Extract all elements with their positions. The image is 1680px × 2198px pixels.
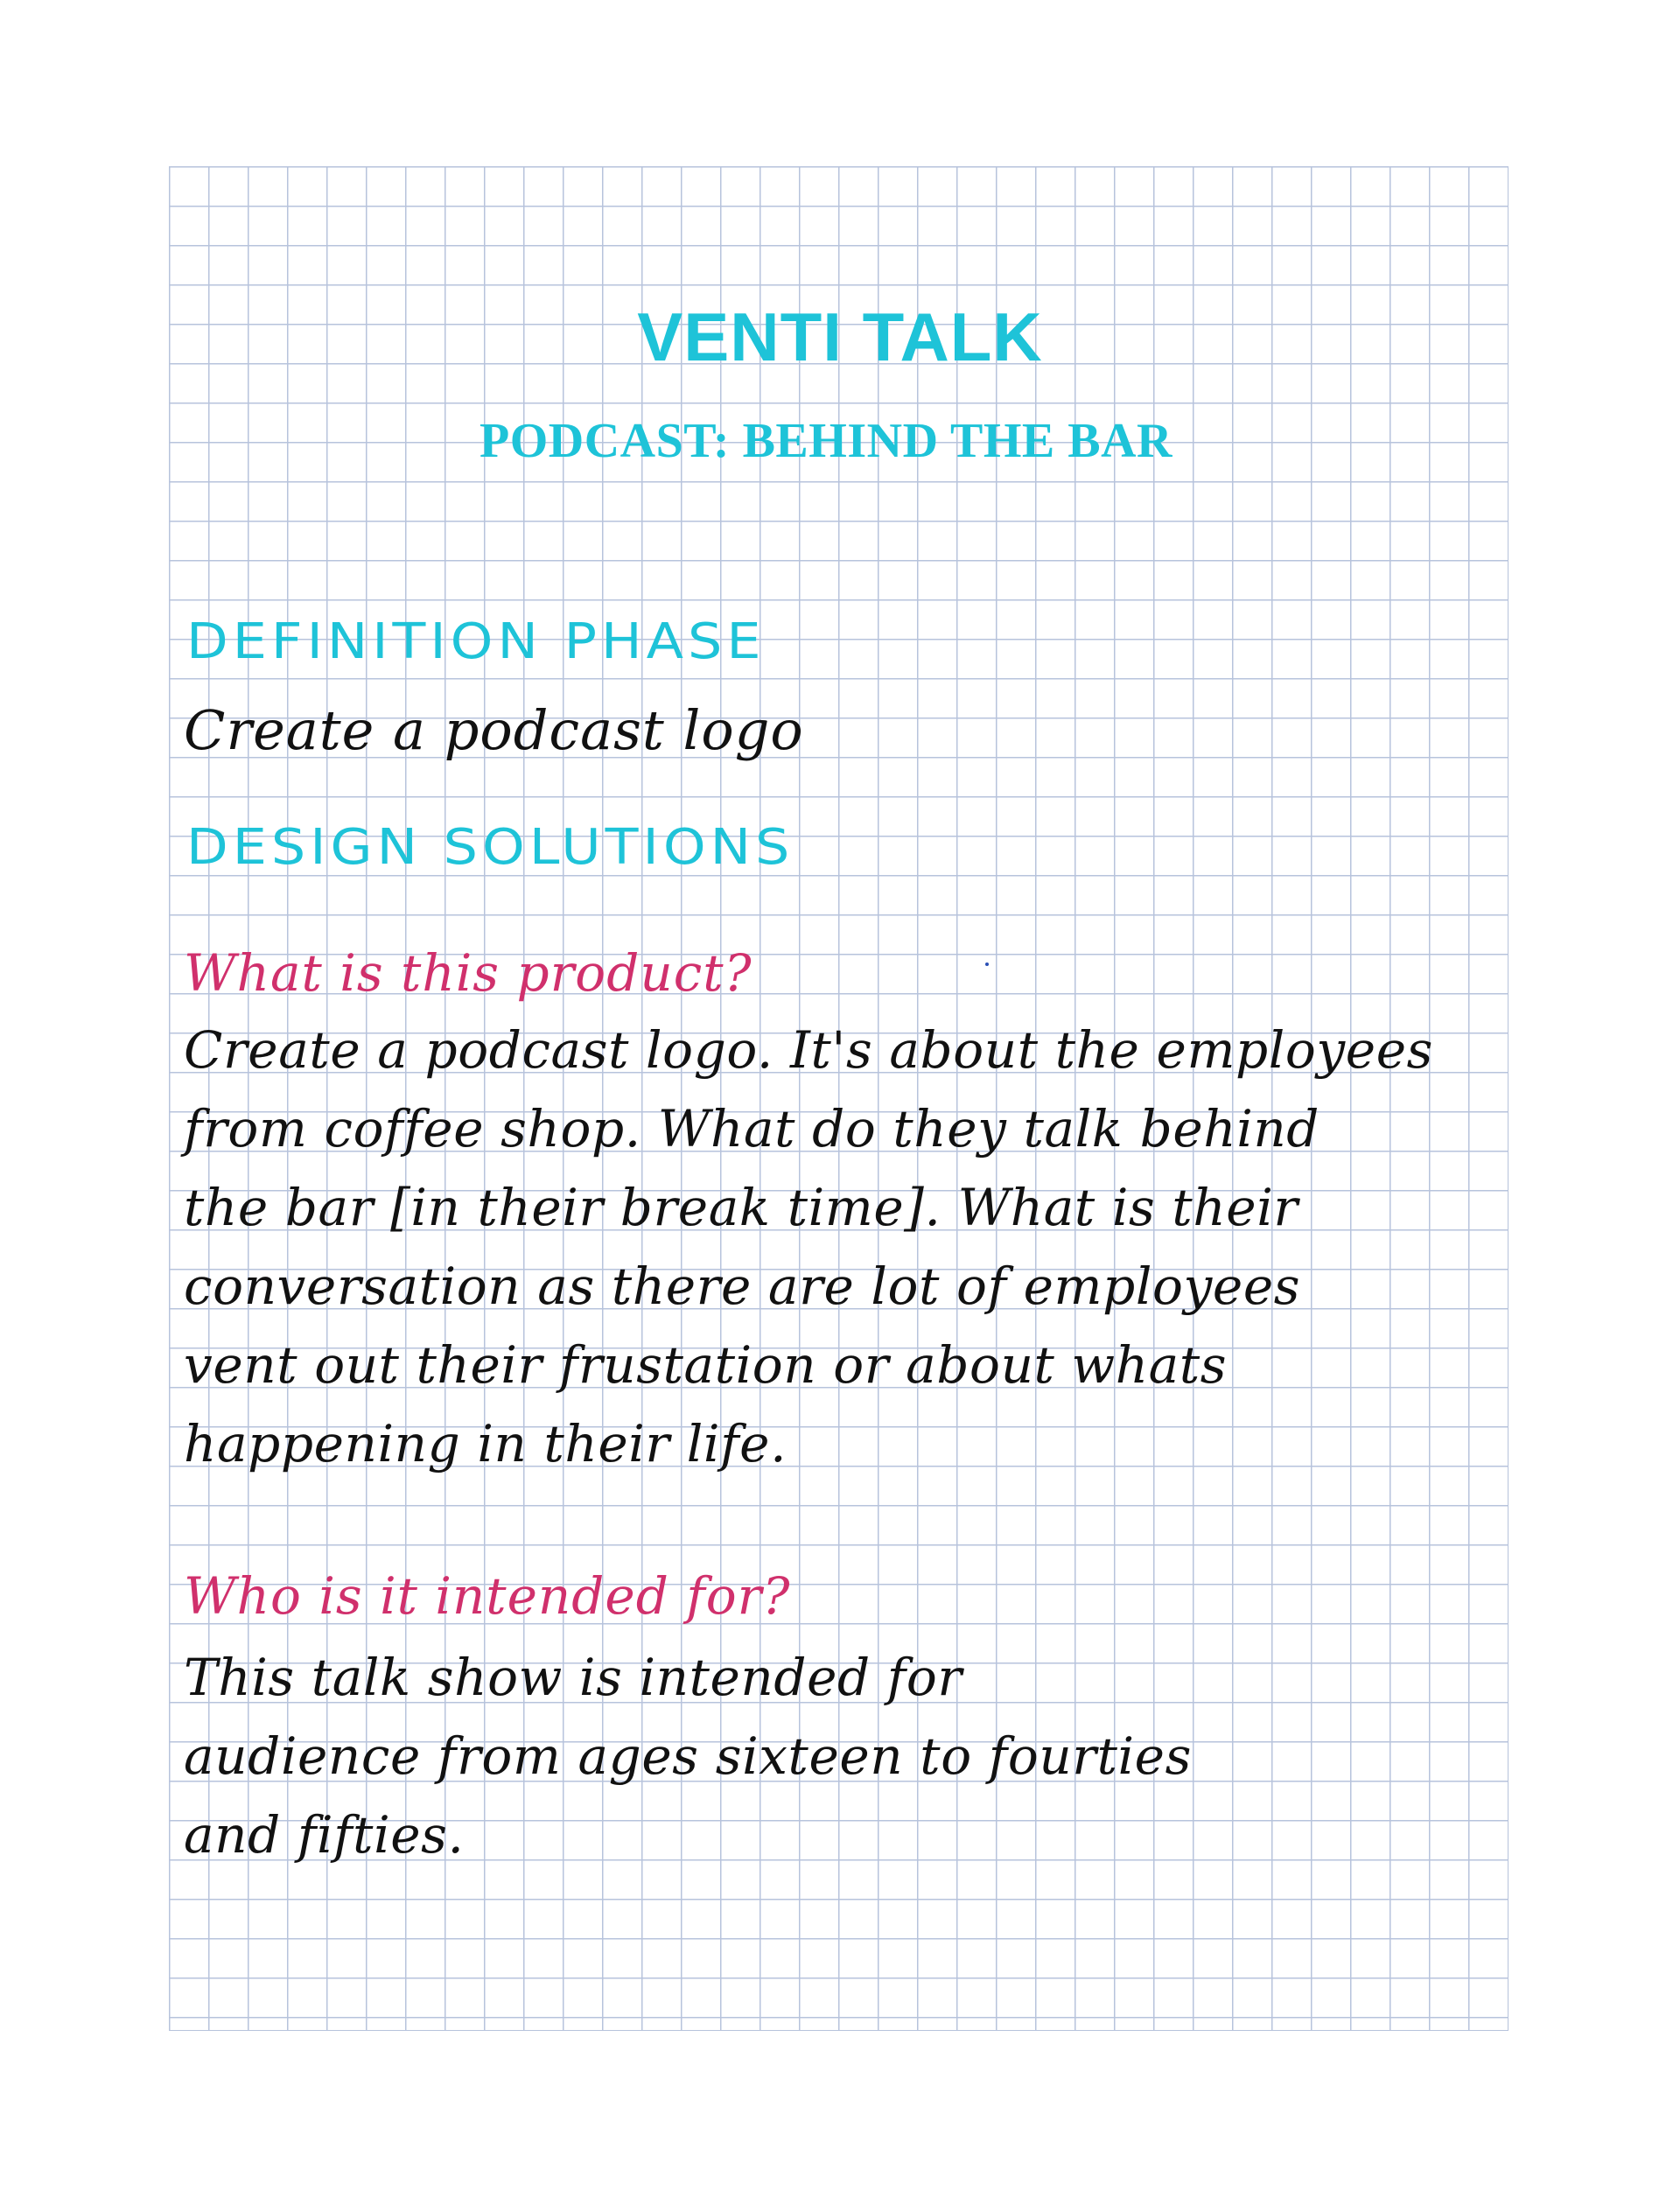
page-subtitle: PODCAST: BEHIND THE BAR — [480, 414, 1172, 468]
answer-line: the bar [in their break time]. What is their — [184, 1178, 1298, 1237]
answer-line: vent out their frustation or about whats — [184, 1335, 1228, 1395]
answer-line: audience from ages sixteen to fourties — [184, 1726, 1192, 1786]
answer-what-is-product — [184, 1011, 1433, 1483]
answer-line: from coffee shop. What do they talk behind — [184, 1099, 1320, 1158]
answer-line: conversation as there are lot of employees — [184, 1256, 1301, 1316]
design-solutions-heading: DESIGN SOLUTIONS — [186, 818, 794, 876]
definition-phase-text: Create a podcast logo — [184, 698, 804, 762]
answer-line: happening in their life. — [184, 1414, 788, 1474]
question-what-is-product: What is this product? — [184, 943, 752, 1003]
definition-phase-heading: DEFINITION PHASE — [186, 612, 766, 670]
question-who-is-it-for: Who is it intended for? — [184, 1566, 791, 1626]
answer-line: and fifties. — [184, 1805, 465, 1865]
answer-line: This talk show is intended for — [184, 1648, 962, 1707]
page-title: VENTI TALK — [637, 298, 1043, 375]
answer-who-is-it-for — [184, 1638, 1192, 1874]
answer-line: Create a podcast logo. It's about the employees — [184, 1020, 1434, 1080]
ink-dot — [985, 962, 989, 966]
